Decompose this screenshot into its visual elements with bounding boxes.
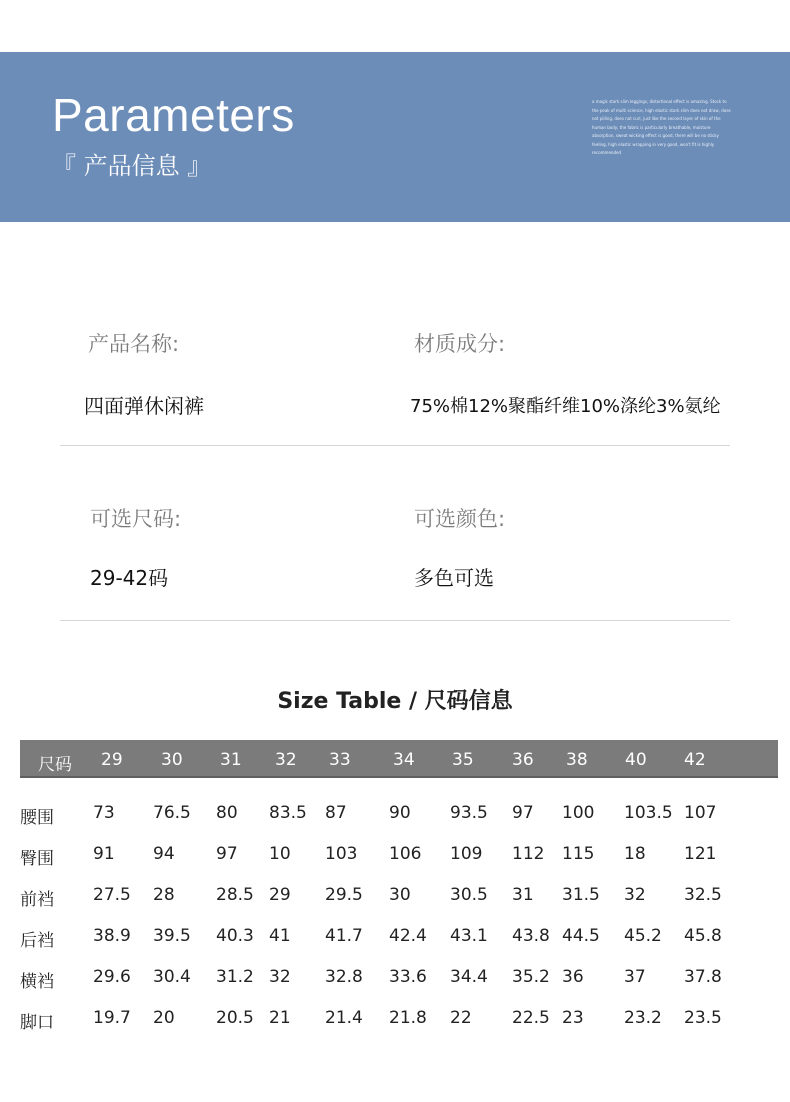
- table-cell: 83.5: [269, 803, 307, 823]
- table-cell: 33.6: [389, 967, 427, 987]
- table-row: [0, 961, 790, 1002]
- header-cell: 30: [161, 750, 183, 770]
- page-title: Parameters: [52, 89, 295, 141]
- row-label: 前裆: [20, 890, 54, 910]
- table-cell: 42.4: [389, 926, 427, 946]
- header-cell: 42: [684, 750, 706, 770]
- header-banner: [0, 52, 790, 222]
- table-cell: 45.2: [624, 926, 662, 946]
- header-cell: 38: [566, 750, 588, 770]
- table-cell: 90: [389, 803, 411, 823]
- divider: [60, 445, 730, 446]
- row-label: 后裆: [20, 931, 54, 951]
- table-cell: 31: [512, 885, 534, 905]
- size-label: 可选尺码:: [90, 507, 182, 531]
- table-cell: 41.7: [325, 926, 363, 946]
- table-cell: 23: [562, 1008, 584, 1028]
- header-cell: 31: [220, 750, 242, 770]
- table-cell: 121: [684, 844, 717, 864]
- table-row: [0, 920, 790, 961]
- table-cell: 31.2: [216, 967, 254, 987]
- table-cell: 29: [269, 885, 291, 905]
- header-cell: 29: [101, 750, 123, 770]
- table-cell: 93.5: [450, 803, 488, 823]
- table-cell: 36: [562, 967, 584, 987]
- table-cell: 44.5: [562, 926, 600, 946]
- table-cell: 37: [624, 967, 646, 987]
- size-table-title: Size Table / 尺码信息: [277, 689, 513, 714]
- table-cell: 39.5: [153, 926, 191, 946]
- table-cell: 97: [216, 844, 238, 864]
- page-subtitle: 『 产品信息 』: [52, 152, 212, 180]
- table-cell: 109: [450, 844, 483, 864]
- table-cell: 22.5: [512, 1008, 550, 1028]
- header-cell: 尺码: [38, 755, 72, 775]
- row-label: 脚口: [20, 1013, 54, 1033]
- header-cell: 36: [512, 750, 534, 770]
- table-cell: 20: [153, 1008, 175, 1028]
- table-cell: 103: [325, 844, 358, 864]
- material-label: 材质成分:: [414, 332, 506, 356]
- table-cell: 28: [153, 885, 175, 905]
- table-cell: 45.8: [684, 926, 722, 946]
- product-name-value: 四面弹休闲裤: [84, 394, 204, 418]
- table-cell: 106: [389, 844, 422, 864]
- size-value: 29-42码: [90, 566, 169, 590]
- table-cell: 43.1: [450, 926, 488, 946]
- table-row: [0, 838, 790, 879]
- table-cell: 35.2: [512, 967, 550, 987]
- table-cell: 97: [512, 803, 534, 823]
- row-label: 横裆: [20, 972, 54, 992]
- table-cell: 28.5: [216, 885, 254, 905]
- table-cell: 23.2: [624, 1008, 662, 1028]
- table-cell: 40.3: [216, 926, 254, 946]
- table-cell: 21: [269, 1008, 291, 1028]
- table-cell: 91: [93, 844, 115, 864]
- header-cell: 32: [275, 750, 297, 770]
- table-cell: 20.5: [216, 1008, 254, 1028]
- header-cell: 40: [625, 750, 647, 770]
- table-cell: 30.5: [450, 885, 488, 905]
- table-cell: 29.6: [93, 967, 131, 987]
- table-cell: 21.4: [325, 1008, 363, 1028]
- header-cell: 35: [452, 750, 474, 770]
- table-row: [0, 1002, 790, 1043]
- banner-note-text: a magic stark slim leggings, distortional effect is amazing. Stock to the peak of multi science, high elastic stark slim does not draw, does not pilling, does not curl, just like the second layer of skin of the human body, the fabric is particularly breathable, moisture absorption, sweat wicking effect is good, there will be no sticky feeling, high elastic wrapping in very good, won't fit is highly recommended: [592, 99, 731, 155]
- table-cell: 32: [269, 967, 291, 987]
- size-table-header: [20, 740, 778, 778]
- table-cell: 10: [269, 844, 291, 864]
- table-cell: 18: [624, 844, 646, 864]
- table-cell: 29.5: [325, 885, 363, 905]
- table-cell: 32.8: [325, 967, 363, 987]
- table-cell: 22: [450, 1008, 472, 1028]
- table-cell: 19.7: [93, 1008, 131, 1028]
- table-cell: 107: [684, 803, 717, 823]
- table-cell: 37.8: [684, 967, 722, 987]
- table-cell: 23.5: [684, 1008, 722, 1028]
- row-label: 臀围: [20, 849, 54, 869]
- product-name-label: 产品名称:: [88, 332, 180, 356]
- table-cell: 21.8: [389, 1008, 427, 1028]
- table-cell: 94: [153, 844, 175, 864]
- header-cell: 33: [329, 750, 351, 770]
- table-cell: 30: [389, 885, 411, 905]
- table-cell: 43.8: [512, 926, 550, 946]
- table-cell: 41: [269, 926, 291, 946]
- material-value: 75%棉12%聚酯纤维10%涤纶3%氨纶: [410, 396, 721, 417]
- table-cell: 76.5: [153, 803, 191, 823]
- header-cell: 34: [393, 750, 415, 770]
- table-cell: 100: [562, 803, 595, 823]
- color-value: 多色可选: [414, 566, 494, 590]
- table-cell: 73: [93, 803, 115, 823]
- table-row: [0, 879, 790, 920]
- table-cell: 32: [624, 885, 646, 905]
- table-cell: 103.5: [624, 803, 673, 823]
- table-cell: 87: [325, 803, 347, 823]
- table-cell: 38.9: [93, 926, 131, 946]
- table-cell: 27.5: [93, 885, 131, 905]
- table-row: [0, 797, 790, 838]
- color-label: 可选颜色:: [414, 507, 506, 531]
- table-cell: 31.5: [562, 885, 600, 905]
- table-cell: 32.5: [684, 885, 722, 905]
- table-cell: 80: [216, 803, 238, 823]
- table-cell: 30.4: [153, 967, 191, 987]
- table-cell: 112: [512, 844, 545, 864]
- table-cell: 34.4: [450, 967, 488, 987]
- table-cell: 115: [562, 844, 595, 864]
- row-label: 腰围: [20, 808, 54, 828]
- divider: [60, 620, 730, 621]
